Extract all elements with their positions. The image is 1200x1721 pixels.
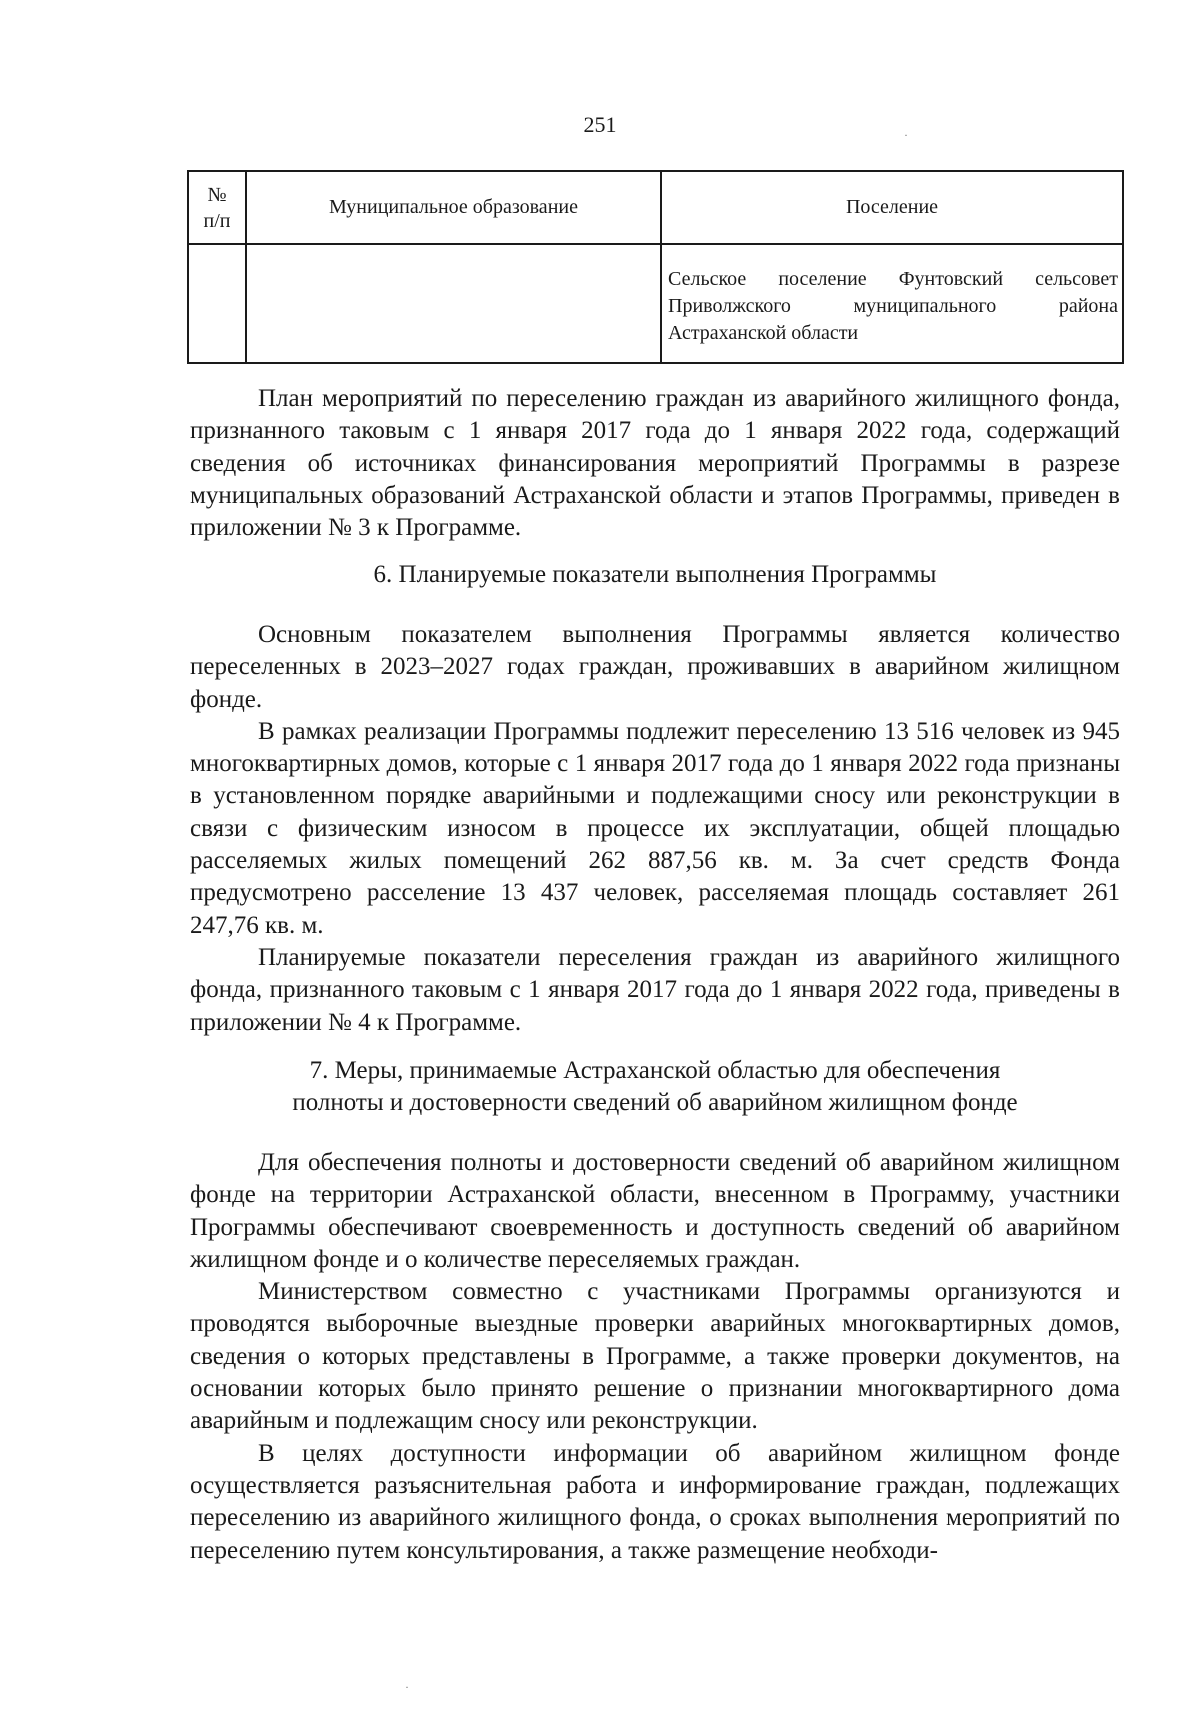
scan-speck: · [405,1680,409,1694]
header-num-symbol: № [207,183,227,206]
header-num [188,171,246,244]
section-7-paragraph-1: Для обеспечения полноты и достоверности сведений об аварийном жилищном фонде на территории Астраханской области, внесенном в Программу, участники Программы обеспечивают своевременность и доступность сведений об аварийном жилищном фонде и о количестве переселяемых граждан. [190,1149,1120,1273]
header-municipality: Муниципальное образование [246,171,661,244]
intro-paragraph: План мероприятий по переселению граждан из аварийного жилищного фонда, признанного таковым с 1 января 2017 года до 1 января 2022 года, содержащий сведения об источниках финансирования мероприятий Программы в разрезе муниципальных образований Астраханской области и этапов Программы, приведен в приложении № 3 к Программе. [190,385,1120,542]
table-row [188,244,1123,363]
intro-block [190,383,1120,544]
section-6-paragraph-3: Планируемые показатели переселения граждан из аварийного жилищного фонда, признанного таковым с 1 января 2017 года до 1 января 2022 года, приведены в приложении № 4 к Программе. [190,943,1120,1036]
section-7-paragraph-2: Министерством совместно с участниками Программы организуются и проводятся выборочные выездные проверки аварийных многоквартирных домов, сведения о которых представлены в Программе, а также проверки документов, на основании которых было принято решение о признании многоквартирного дома аварийным и подлежащим сносу или реконструкции. [190,1278,1120,1435]
section-6-paragraph-2: В рамках реализации Программы подлежит переселению 13 516 человек из 945 многоквартирных домов, которые с 1 января 2017 года до 1 января 2022 года признаны в установленном порядке аварийными и подлежащими сносу или реконструкции в связи с физическим износом в процессе их эксплуатации, общей площадью расселяемых жилых помещений 262 887,56 кв. м. За счет средств Фонда предусмотрено расселение 13 437 человек, расселяемая площадь составляет 261 247,76 кв. м. [190,717,1120,939]
header-num-abbrev: п/п [203,209,231,232]
section-7-title [190,1055,1120,1119]
header-settlement: Поселение [661,171,1123,244]
section-7-title-line-2: полноты и достоверности сведений об аварийном жилищном фонде [292,1089,1018,1116]
section-7-paragraph-3: В целях доступности информации об аварийном жилищном фонде осуществляется разъяснительная работа и информирование граждан, подлежащих переселению из аварийного жилищного фонда, о сроках выполнения мероприятий по переселению путем консультирования, а также размещение необходи- [190,1439,1120,1564]
section-7-title-line-1: 7. Меры, принимаемые Астраханской областью для обеспечения [309,1057,1001,1084]
section-6-title: 6. Планируемые показатели выполнения Программы [373,561,937,588]
section-6-paragraph-1: Основным показателем выполнения Программы является количество переселенных в 2023–2027 годах граждан, проживавших в аварийном жилищном фонде. [190,621,1120,713]
page-number: 251 [583,112,617,137]
scan-speck: · [904,128,908,142]
cell-num [188,244,246,363]
section-6-body [190,619,1120,1039]
section-7-body [190,1147,1120,1567]
table-header-row [188,171,1123,244]
settlement-table [187,170,1124,364]
cell-settlement: Сельское поселение Фунтовский сельсовет Приволжского муниципального района Астраханской области [661,244,1123,363]
cell-municipality [246,244,661,363]
